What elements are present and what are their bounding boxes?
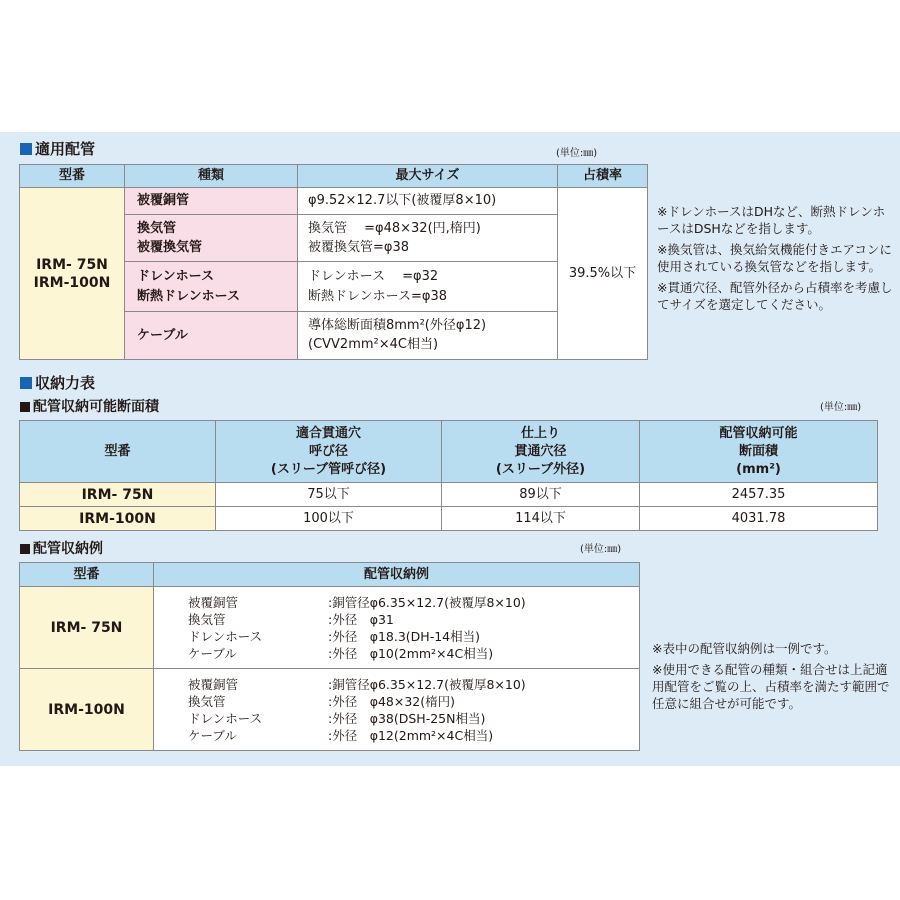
example-cell [154, 669, 640, 751]
example-line [154, 676, 639, 693]
storage-example-table [19, 562, 640, 751]
size-text: ドレンホース =φ32 [308, 268, 439, 284]
table-row [20, 587, 640, 669]
table-row [20, 669, 640, 751]
subtitle-storage-example: 配管収納例 [20, 540, 103, 558]
storage-example-notes [652, 640, 890, 712]
example-line [154, 611, 639, 628]
size-text: 被覆換気管=φ38 [308, 239, 410, 255]
example-line [154, 645, 639, 662]
example-value: :外径 φ18.3(DH-14相当) [328, 628, 480, 644]
unit-label: (単位:㎜) [820, 402, 862, 413]
size-cell [298, 262, 558, 312]
unit-label: (単位:㎜) [556, 148, 598, 159]
example-kind: 被覆銅管 [188, 594, 239, 610]
example-value: :銅管径φ6.35×12.7(被覆厚8×10) [328, 676, 526, 692]
model-cell: IRM-100N [20, 507, 216, 531]
title-square-icon [20, 544, 30, 554]
table-row [20, 507, 878, 531]
hole-cell: 100以下 [216, 507, 442, 531]
col-header-example: 配管収納例 [154, 563, 640, 587]
col-header-max-size: 最大サイズ [298, 165, 558, 188]
title-square-icon [20, 402, 30, 412]
section-title-applicable-pipes: 適用配管 [20, 140, 95, 158]
finish-cell: 114以下 [442, 507, 640, 531]
model-name: IRM-100N [33, 274, 111, 291]
example-kind: ケーブル [188, 645, 237, 661]
note-text: ※貫通穴径、配管外径から占積率を考慮してサイズを選定してください。 [657, 280, 893, 312]
example-line [154, 710, 639, 727]
kind-label: 被覆銅管 [137, 193, 190, 208]
kind-label: 断熱ドレンホース [137, 288, 241, 304]
col-header-finish: 仕上り 貫通穴径 (スリーブ外径) [442, 421, 640, 483]
size-cell [298, 215, 558, 262]
example-kind: 換気管 [188, 693, 226, 709]
example-kind: 換気管 [188, 611, 226, 627]
example-value: :外径 φ48×32(楕円) [328, 693, 455, 709]
hole-cell: 75以下 [216, 483, 442, 507]
cross-section-table [19, 420, 878, 531]
table-row [20, 483, 878, 507]
col-header-model: 型番 [20, 421, 216, 483]
applicable-pipes-table [19, 164, 648, 360]
example-line [154, 628, 639, 645]
area-cell: 2457.35 [640, 483, 878, 507]
title-square-icon [20, 143, 32, 155]
col-header-model: 型番 [20, 563, 154, 587]
size-text: 導体総断面積8mm²(外径φ12) [308, 318, 487, 333]
note-text: ※ドレンホースはDHなど、断熱ドレンホースはDSHなどを指します。 [657, 204, 886, 236]
example-kind: ドレンホース [188, 628, 263, 644]
kind-cell [125, 312, 298, 360]
subtitle-cross-section: 配管収納可能断面積 [20, 398, 159, 416]
col-header-kind: 種類 [125, 165, 298, 188]
example-cell [154, 587, 640, 669]
example-line [154, 693, 639, 710]
example-value: :銅管径φ6.35×12.7(被覆厚8×10) [328, 594, 526, 610]
section-title-capacity: 収納力表 [20, 374, 95, 392]
example-kind: 被覆銅管 [188, 676, 239, 692]
example-kind: ケーブル [188, 727, 237, 743]
example-value: :外径 φ10(2mm²×4C相当) [328, 645, 494, 661]
example-value: :外径 φ38(DSH-25N相当) [328, 710, 486, 726]
example-line [154, 727, 639, 744]
model-cell [20, 188, 125, 360]
model-cell: IRM- 75N [20, 483, 216, 507]
area-cell: 4031.78 [640, 507, 878, 531]
model-cell: IRM- 75N [20, 587, 154, 669]
example-value: :外径 φ31 [328, 611, 394, 627]
occupancy-cell: 39.5%以下 [558, 188, 648, 360]
finish-cell: 89以下 [442, 483, 640, 507]
size-text: φ9.52×12.7以下(被覆厚8×10) [308, 193, 497, 208]
kind-cell [125, 262, 298, 312]
note-text: ※表中の配管収納例は一例です。 [652, 641, 837, 656]
example-line [154, 594, 639, 611]
unit-label: (単位:㎜) [580, 544, 622, 555]
size-text: (CVV2mm²×4C相当) [308, 337, 439, 352]
col-header-occupancy: 占積率 [558, 165, 648, 188]
example-kind: ドレンホース [188, 710, 263, 726]
size-text: 換気管 =φ48×32(円,楕円) [308, 220, 481, 236]
kind-label: ケーブル [137, 327, 188, 343]
kind-cell [125, 215, 298, 262]
col-header-model: 型番 [20, 165, 125, 188]
note-text: ※使用できる配管の種類・組合せは上記適用配管をご覧の上、占積率を満たす範囲で任意に組合せが可能です。 [652, 662, 890, 711]
applicable-pipes-notes [657, 203, 893, 313]
col-header-area: 配管収納可能 断面積 (mm²) [640, 421, 878, 483]
note-text: ※換気管は、換気給気機能付きエアコンに使用されている換気管などを指します。 [657, 242, 892, 274]
kind-label: 換気管 [137, 220, 177, 236]
kind-cell [125, 188, 298, 215]
size-cell [298, 188, 558, 215]
col-header-hole: 適合貫通穴 呼び径 (スリーブ管呼び径) [216, 421, 442, 483]
model-cell: IRM-100N [20, 669, 154, 751]
title-square-icon [20, 377, 32, 389]
kind-label: 被覆換気管 [137, 239, 203, 255]
model-name: IRM- 75N [36, 256, 108, 273]
example-value: :外径 φ12(2mm²×4C相当) [328, 727, 494, 743]
size-cell [298, 312, 558, 360]
size-text: 断熱ドレンホース=φ38 [308, 288, 448, 304]
kind-label: ドレンホース [137, 268, 215, 284]
